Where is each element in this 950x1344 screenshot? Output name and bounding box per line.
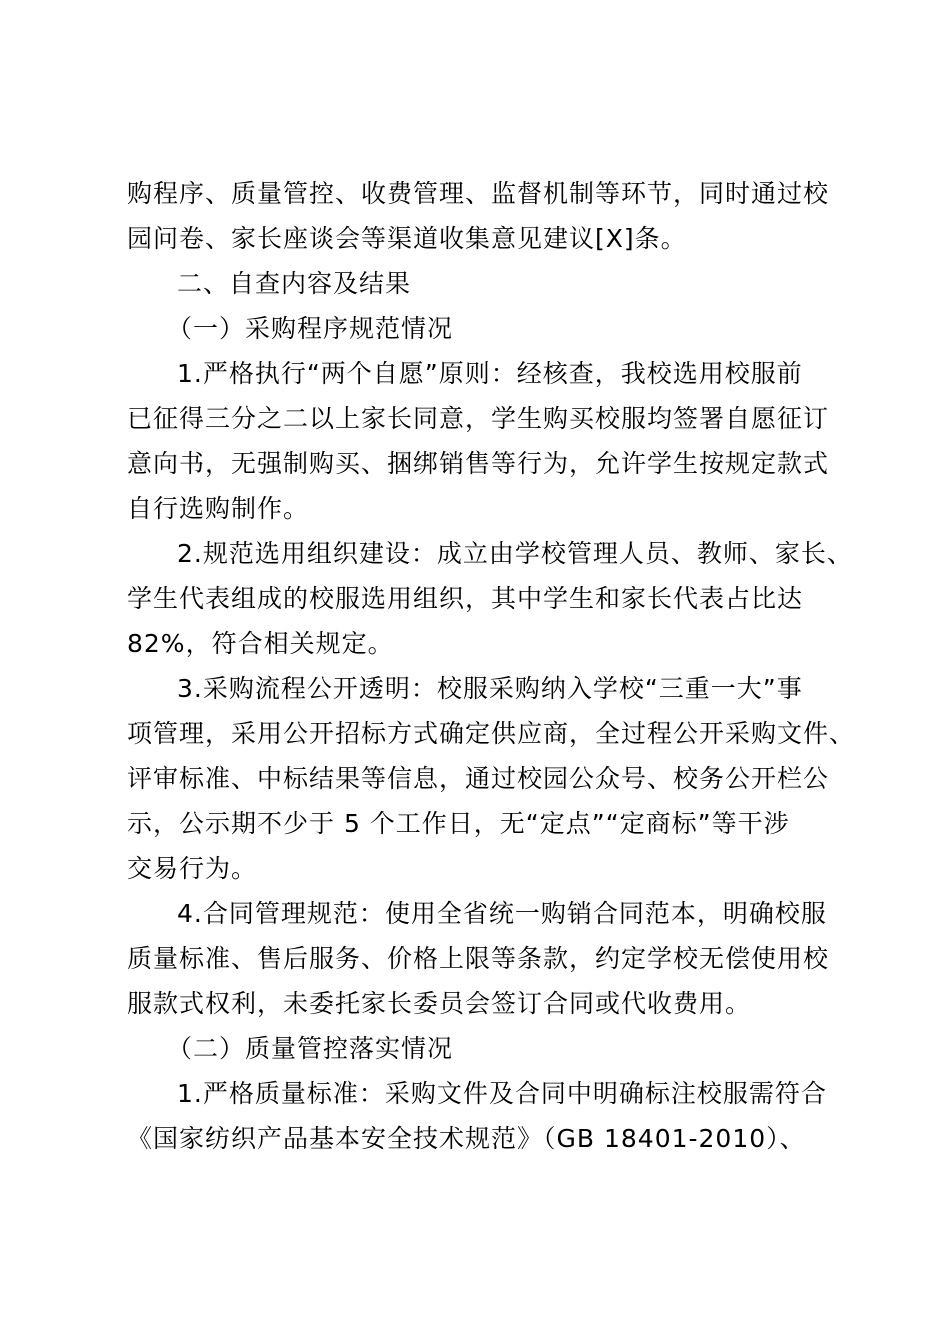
text-line: 1.严格执行“两个自愿”原则：经核查，我校选用校服前 bbox=[177, 359, 803, 388]
text-line: 4.合同管理规范：使用全省统一购销合同范本，明确校服 bbox=[177, 899, 827, 928]
text-line: 2.规范选用组织建设：成立由学校管理人员、教师、家长、 bbox=[177, 539, 853, 568]
text-line: 学生代表组成的校服选用组织，其中学生和家长代表占比达 bbox=[127, 584, 804, 613]
text-line: 自行选购制作。 bbox=[127, 494, 310, 523]
text-line: 3.采购流程公开透明：校服采购纳入学校“三重一大”事 bbox=[177, 674, 803, 703]
text-line: 1.严格质量标准：采购文件及合同中明确标注校服需符合 bbox=[177, 1079, 827, 1108]
text-line: 已征得三分之二以上家长同意，学生购买校服均签署自愿征订 bbox=[127, 404, 830, 433]
subsection-heading: （二）质量管控落实情况 bbox=[167, 1034, 454, 1063]
subsection-heading: （一）采购程序规范情况 bbox=[167, 314, 454, 343]
text-line: 质量标准、售后服务、价格上限等条款，约定学校无偿使用校 bbox=[127, 944, 830, 973]
text-line: 评审标准、中标结果等信息，通过校园公众号、校务公开栏公 bbox=[127, 764, 830, 793]
text-line: 意向书，无强制购买、捆绑销售等行为，允许学生按规定款式 bbox=[127, 449, 830, 478]
text-line: 示，公示期不少于 5 个工作日，无“定点”“定商标”等干涉 bbox=[127, 809, 790, 838]
text-line: 《国家纺织产品基本安全技术规范》（GB 18401-2010）、 bbox=[127, 1124, 806, 1153]
text-line: 园问卷、家长座谈会等渠道收集意见建议[X]条。 bbox=[127, 224, 687, 253]
text-line: 购程序、质量管控、收费管理、监督机制等环节，同时通过校 bbox=[127, 179, 830, 208]
text-line: 交易行为。 bbox=[127, 854, 258, 883]
text-line: 82%，符合相关规定。 bbox=[127, 629, 394, 658]
text-line: 服款式权利，未委托家长委员会签订合同或代收费用。 bbox=[127, 989, 752, 1018]
section-heading: 二、自查内容及结果 bbox=[177, 269, 412, 298]
text-line: 项管理，采用公开招标方式确定供应商，全过程公开采购文件、 bbox=[127, 719, 856, 748]
